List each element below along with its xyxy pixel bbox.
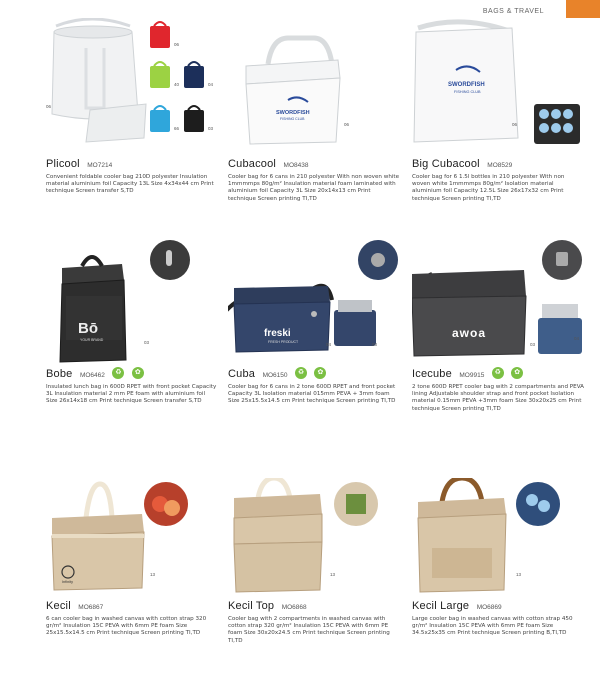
product-title [228, 596, 406, 614]
product-description: Cooler bag with 2 compartments in washed canvas with cotton strap 320 gr/m² Insulation 15C PEVA with 6mm PE foam Size 30x20x24.5 cm Print technique Screen printing TI,TD [228, 616, 390, 644]
section-title: BAGS & TRAVEL [482, 8, 544, 15]
brand-logo: Infinity [62, 580, 73, 584]
product-image-kecil [46, 478, 224, 596]
product-name: Bobe [46, 368, 73, 380]
variant-code: 04 [326, 342, 332, 347]
product-description: 6 can cooler bag in washed canvas with cotton strap 320 gr/m² Insulation 15C PEVA with 6mm PE foam Size 25x15.5x14.5 cm Print technique Screen printing TI,TD [46, 616, 207, 637]
variant-code: 04 [208, 82, 214, 87]
leaf-icon: ✿ [511, 367, 523, 379]
product-kecil [46, 478, 224, 638]
variant-code: 03 [372, 342, 378, 347]
variant-code: 06 [46, 104, 52, 109]
product-image-kecil-large [412, 478, 590, 596]
brand-tagline: YOUR BRAND [80, 338, 104, 342]
recycle-icon: ♻ [295, 367, 307, 379]
product-name: Cuba [228, 368, 256, 380]
variant-code: 03 [208, 126, 214, 131]
brand-logo: SWORDFISH [448, 82, 485, 88]
product-description: 2 tone 600D RPET cooler bag with 2 compartments and PEVA lining Adjustable shoulder strap and front pocket Isolation material 0.15mm PEVA +3mm foam Size 30x20x25 cm Print technique Screen printing TI,TD [412, 384, 584, 412]
variant-code: 04 [574, 336, 580, 341]
product-kecil-large [412, 478, 590, 638]
bobe-illustration [46, 240, 224, 364]
product-name: Cubacool [228, 158, 277, 170]
product-code: MO6869 [476, 604, 502, 611]
brand-logo: SWORDFISH [276, 110, 310, 116]
product-image-big-cubacool [412, 18, 590, 154]
product-title [412, 154, 590, 172]
product-title [46, 364, 224, 382]
product-bobe [46, 240, 224, 406]
product-description: Cooler bag for 6 cans in 210 polyester With non woven white 1mmmmps 80g/m² Insulation material foam laminated with aluminium foil Capacity 3L Size 20x14x13 cm Print technique Screen printing TI,TD [228, 174, 400, 202]
variant-code: 13 [516, 572, 522, 577]
product-description: Large cooler bag in washed canvas with cotton strap 450 gr/m² Insulation 15C PEVA with 6mm PE foam Size 34.5x25x35 cm Print technique Screen printing B,TI,TD [412, 616, 573, 637]
product-cuba [228, 240, 406, 406]
product-image-cuba [228, 240, 406, 364]
product-name: Plicool [46, 158, 80, 170]
variant-code: 13 [150, 572, 156, 577]
product-code: MO6150 [262, 372, 288, 379]
product-description: Insulated lunch bag in 600D RPET with front pocket Capacity 3L Insulation material 2 mm PE foam with aluminium foil Size 26x14x18 cm Print technique Screen transfer S,TD [46, 384, 217, 405]
product-plicool [46, 18, 224, 196]
product-kecil-top [228, 478, 406, 645]
brand-logo: awoa [452, 326, 487, 340]
product-code: MO6462 [79, 372, 105, 379]
product-image-icecube [412, 240, 590, 364]
product-code: MO8438 [283, 162, 309, 169]
plicool-illustration [46, 18, 224, 154]
variant-code: 66 [174, 126, 180, 131]
product-code: MO6868 [281, 604, 307, 611]
product-title [228, 364, 406, 382]
product-cubacool [228, 18, 406, 203]
detail-photo [150, 240, 190, 280]
brand-tagline: FISHING CLUB [280, 117, 305, 121]
detail-photo [516, 482, 560, 526]
product-code: MO6867 [78, 604, 104, 611]
product-name: Kecil [46, 600, 71, 612]
variant-code: 03 [530, 342, 536, 347]
variant-code: 40 [174, 82, 180, 87]
kecil-illustration [46, 478, 224, 596]
brand-tagline: FISHING CLUB [454, 90, 481, 94]
detail-photo [358, 240, 398, 280]
recycle-icon: ♻ [492, 367, 504, 379]
big-cubacool-illustration [412, 18, 590, 154]
product-description: Cooler bag for 6 cans in 2 tone 600D RPET and front pocket Capacity 3L Isolation material 015mm PEVA + 3mm foam Size 25x15.5x14.5 cm Print technique Screen printing TI,TD [228, 384, 396, 405]
product-icecube [412, 240, 590, 413]
kecil-top-illustration [228, 478, 406, 596]
product-image-plicool [46, 18, 224, 154]
variant-code: 06 [174, 42, 180, 47]
product-name: Kecil Large [412, 600, 470, 612]
detail-photo [334, 482, 378, 526]
product-image-cubacool [228, 18, 406, 154]
variant-code: 06 [512, 122, 518, 127]
kecil-large-illustration [412, 478, 590, 596]
product-image-kecil-top [228, 478, 406, 596]
brand-logo: Bō [78, 320, 98, 337]
variant-code: 03 [144, 340, 150, 345]
product-code: MO7214 [87, 162, 113, 169]
product-name: Icecube [412, 368, 452, 380]
brand-tagline: FRESH PRODUCT [268, 340, 299, 344]
leaf-icon: ✿ [314, 367, 326, 379]
product-title [228, 154, 406, 172]
product-description: Convenient foldable cooler bag 210D polyester Insulation material aluminium foil Capacity 13L Size 4x34x44 cm Print technique Screen transfer S,TD [46, 174, 214, 195]
brand-logo: freski [264, 328, 291, 339]
product-big-cubacool [412, 18, 590, 203]
product-title [46, 596, 224, 614]
leaf-icon: ✿ [132, 367, 144, 379]
recycle-icon: ♻ [112, 367, 124, 379]
detail-photo [144, 482, 188, 526]
product-code: MO8529 [487, 162, 513, 169]
product-title [412, 364, 590, 382]
product-title [46, 154, 224, 172]
product-title [412, 596, 590, 614]
product-code: MO9915 [459, 372, 485, 379]
detail-photo [542, 240, 582, 280]
variant-code: 06 [344, 122, 350, 127]
section-tab [566, 0, 600, 18]
variant-code: 13 [330, 572, 336, 577]
product-description: Cooler bag for 6 1.5l bottles in 210 polyester With non woven white 1mmmmps 80g/m² Isolation material aluminium foil Capacity 12.5L Size 26x17x32 cm Print technique Screen printing TI,TD [412, 174, 565, 202]
product-name: Big Cubacool [412, 158, 480, 170]
product-image-bobe [46, 240, 224, 364]
cubacool-illustration [228, 18, 406, 154]
product-name: Kecil Top [228, 600, 275, 612]
